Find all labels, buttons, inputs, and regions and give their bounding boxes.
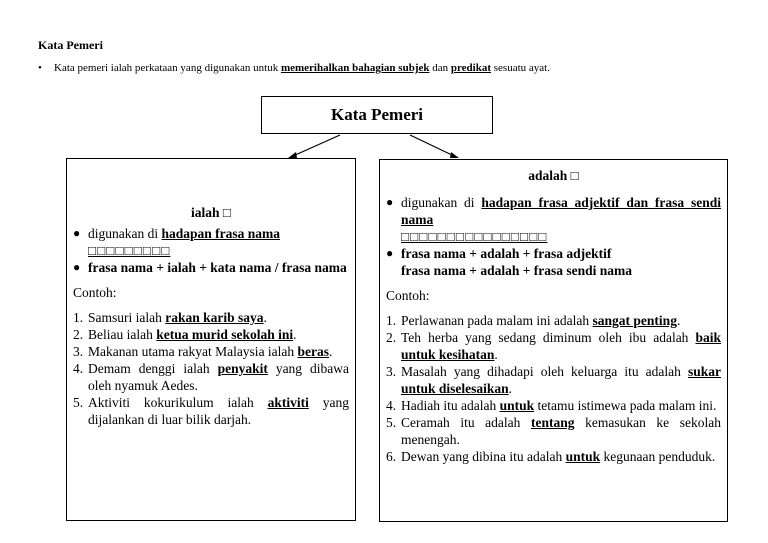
intro-text-pre: Kata pemeri ialah perkataan yang digunakan untuk: [54, 62, 281, 74]
adalah-bullet-pattern: ● frasa nama + adalah + frasa adjektif frasa nama + adalah + frasa sendi nama: [386, 246, 633, 278]
ialah-contoh-label: Contoh:: [73, 285, 117, 300]
example-number: 2.: [73, 327, 84, 342]
arrow-right: [410, 135, 454, 156]
intro-underline-1: memerihalkan bahagian subjek: [280, 62, 430, 74]
arrow-left: [293, 135, 340, 156]
example-number: 1.: [386, 313, 397, 328]
intro-underline-2: predikat: [450, 62, 492, 74]
example-text: Beliau ialah ketua murid sekolah ini.: [88, 327, 297, 342]
ialah-box: [66, 158, 356, 521]
example-number: 5.: [73, 395, 84, 410]
adalah-heading: adalah □: [528, 168, 579, 183]
example-number: 3.: [386, 364, 397, 379]
example-number: 5.: [386, 415, 397, 430]
adalah-contoh-label: Contoh:: [386, 288, 430, 303]
example-text: Demam denggi ialah penyakit yang dibawa oleh nyamuk Aedes.: [88, 361, 349, 393]
glyph-box-icon: □: [570, 168, 579, 183]
example-item: [73, 343, 349, 360]
example-number: 4.: [386, 398, 397, 413]
example-item: [386, 414, 721, 448]
example-item: [386, 363, 721, 397]
glyph-box-icon: □: [222, 205, 232, 220]
example-text: Samsuri ialah rakan karib saya.: [88, 310, 267, 325]
example-text: Hadiah itu adalah untuk tetamu istimewa pada malam ini.: [401, 398, 717, 413]
adalah-box: [379, 159, 728, 522]
adalah-example-list: [386, 312, 721, 465]
example-text: Perlawanan pada malam ini adalah sangat penting.: [401, 313, 681, 328]
bullet-dot: •: [38, 62, 42, 74]
page-heading: Kata Pemeri: [38, 38, 103, 52]
ialah-bullet-usage: ● digunakan di hadapan frasa nama □□□□□□□□□: [73, 226, 281, 258]
example-number: 2.: [386, 330, 397, 345]
example-number: 6.: [386, 449, 397, 464]
example-text: Ceramah itu adalah tentang kemasukan ke sekolah menengah.: [401, 415, 721, 447]
example-number: 1.: [73, 310, 84, 325]
intro-text-mid: dan: [429, 62, 451, 74]
example-number: 3.: [73, 344, 84, 359]
example-text: Makanan utama rakyat Malaysia ialah beras.: [88, 344, 333, 359]
example-text: Masalah yang dihadapi oleh keluarga itu adalah sukar untuk diselesaikan.: [401, 364, 721, 396]
diagram-title: Kata Pemeri: [330, 105, 424, 124]
example-item: [386, 312, 721, 329]
intro-text-post: sesuatu ayat.: [491, 62, 550, 74]
example-item: [73, 309, 349, 326]
example-item: [73, 394, 349, 428]
example-item: [386, 448, 721, 465]
example-text: Aktiviti kokurikulum ialah aktiviti yang dijalankan di luar bilik darjah.: [88, 395, 349, 427]
ialah-bullet-pattern: ● frasa nama + ialah + kata nama / frasa nama: [73, 260, 347, 275]
ialah-heading: ialah □: [190, 205, 232, 220]
example-item: [386, 397, 721, 414]
example-number: 4.: [73, 361, 84, 376]
example-item: [73, 360, 349, 394]
example-item: [386, 329, 721, 363]
ialah-example-list: [73, 309, 349, 428]
example-text: Dewan yang dibina itu adalah untuk kegunaan penduduk.: [401, 449, 716, 464]
arrow-right-head: [450, 152, 459, 158]
example-item: [73, 326, 349, 343]
example-text: Teh herba yang sedang diminum oleh ibu adalah baik untuk kesihatan.: [401, 330, 721, 362]
adalah-bullet-usage: ● digunakan di hadapan frasa adjektif dan frasa sendi nama □□□□□□□□□□□□□□□□: [386, 195, 721, 244]
